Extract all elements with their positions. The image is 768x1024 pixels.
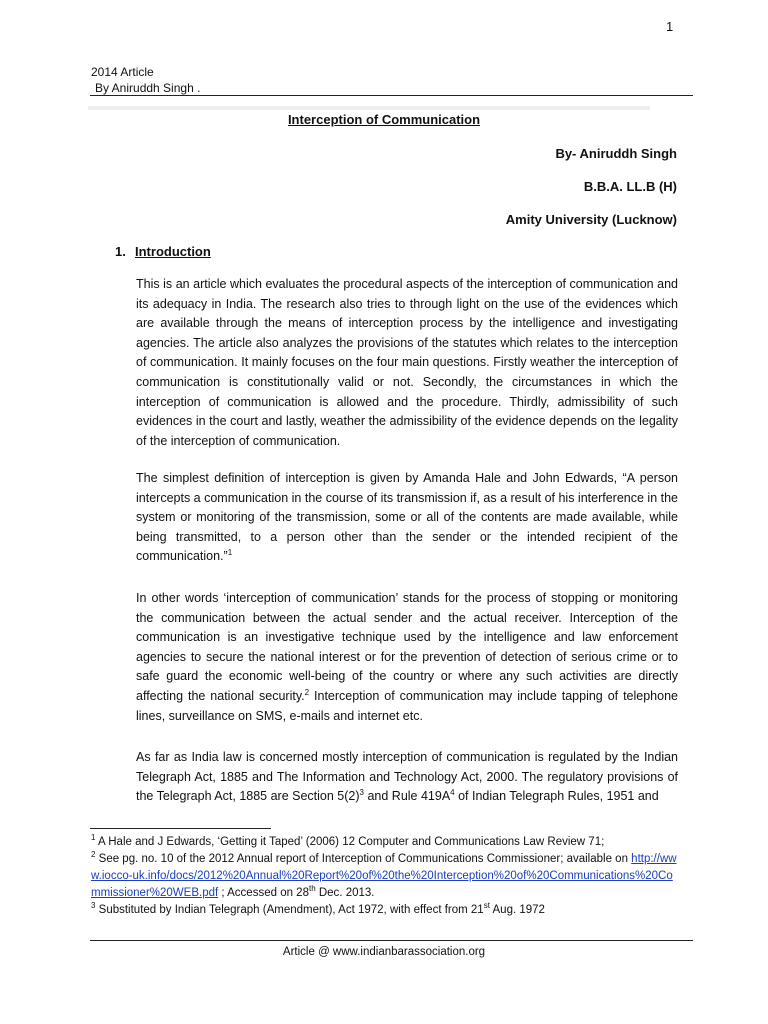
footnote-2-ordinal: th <box>308 884 316 894</box>
footnote-3-number: 3 <box>91 901 96 911</box>
document-title: Interception of Communication <box>287 112 481 127</box>
page-number: 1 <box>666 19 674 34</box>
footnote-2-number: 2 <box>91 850 96 860</box>
header-shadow-bar <box>88 106 650 110</box>
footnote-ref-3: 3 <box>359 788 364 798</box>
paragraph-2 <box>136 469 678 567</box>
footnote-3-text: Substituted by Indian Telegraph (Amendment), Act 1972, with effect from 21 <box>95 904 484 916</box>
footnote-1-number: 1 <box>91 833 96 843</box>
paragraph-4-text-a: As far as India law is concerned mostly interception of communication is regulated by the Indian Telegraph Act, 1885 and The Information and Technology Act, 2000. The regulatory provisions of the Telegraph Act, 1885 are Section 5(2) <box>136 750 678 804</box>
header-divider <box>90 95 693 96</box>
byline-degree: B.B.A. LL.B (H) <box>583 179 677 194</box>
footnotes <box>91 834 681 919</box>
footnote-2-accessed: ; Accessed on 28 <box>218 887 309 899</box>
section-heading <box>115 244 211 259</box>
footnote-1 <box>91 834 681 851</box>
footnote-2-text: See pg. no. 10 of the 2012 Annual report of Interception of Communications Commissioner; available on <box>95 853 632 865</box>
header-year-label: 2014 Article <box>91 65 154 79</box>
footnote-2 <box>91 851 681 902</box>
footnote-1-text: A Hale and J Edwards, ‘Getting it Taped’ (2006) 12 Computer and Communications Law Review 71; <box>95 836 605 848</box>
footnote-ref-2: 2 <box>304 687 310 697</box>
footnote-2-link[interactable]: http://www.iocco-uk.info/docs/2012%20Annual%20Report%20of%20the%20Interception%20of%20Communications%20Commissioner%20WEB.pdf <box>91 853 677 899</box>
paragraph-1: This is an article which evaluates the procedural aspects of the interception of communication and its adequacy in India. The research also tries to through light on the use of the evidences which are available through the means of interception process by the intelligence and investigating agencies. The article also analyzes the provisions of the statutes which relates to the interception of communication. It mainly focuses on the four main questions. Firstly weather the interception of communication is constitutionally valid or not. Secondly, the circumstances in which the interception of communication is allowed and the procedure. Thirdly, admissibility of such evidences in the court and lastly, weather the admissibility of the evidence depends on the legality of the interception of communication. <box>136 277 678 448</box>
paragraph-2-text: The simplest definition of interception is given by Amanda Hale and John Edwards, “A person intercepts a communication in the course of its transmission if, as a result of his interference in the system or monitoring of the transmission, some or all of the contents are made available, while being transmitted, to a person other than the sender or the intended recipient of the communication.” <box>136 471 678 564</box>
footnote-3-date: Aug. 1972 <box>489 904 545 916</box>
footnote-divider <box>90 828 271 829</box>
paragraph-4-text-b: and Rule 419A <box>363 789 451 804</box>
paragraph-4-text-c: of Indian Telegraph Rules, 1951 and <box>454 789 659 804</box>
paragraph-3 <box>136 589 678 726</box>
footnote-ref-1: 1 <box>227 548 233 558</box>
footnote-3 <box>91 902 681 919</box>
footnote-2-date: Dec. 2013. <box>315 887 375 899</box>
footer-text: Article @ www.indianbarassociation.org <box>282 946 486 958</box>
paragraph-3-text-a: In other words ‘interception of communication’ stands for the process of stopping or monitoring the communication between the actual sender and the actual receiver. Interception of the communication is an investigative technique used by the intelligence and law enforcement agencies to secure the national interest or for the prevention of detection of serious crime or to safe guard the economic well-being of the country or where any such activities are directly affecting the national security. <box>136 591 678 703</box>
footer-divider <box>90 940 693 941</box>
footnote-ref-4: 4 <box>450 788 455 798</box>
paragraph-4 <box>136 748 678 807</box>
section-title: Introduction <box>135 244 211 259</box>
byline-author: By- Aniruddh Singh <box>555 146 677 161</box>
paragraph-3-text-b: Interception of communication may include tapping of telephone lines, surveillance on SMS, e-mails and internet etc. <box>136 688 678 723</box>
footnote-3-ordinal: st <box>483 901 490 911</box>
byline-university: Amity University (Lucknow) <box>505 212 677 227</box>
header-author-label: By Aniruddh Singh . <box>95 81 201 95</box>
section-number: 1. <box>115 244 126 259</box>
